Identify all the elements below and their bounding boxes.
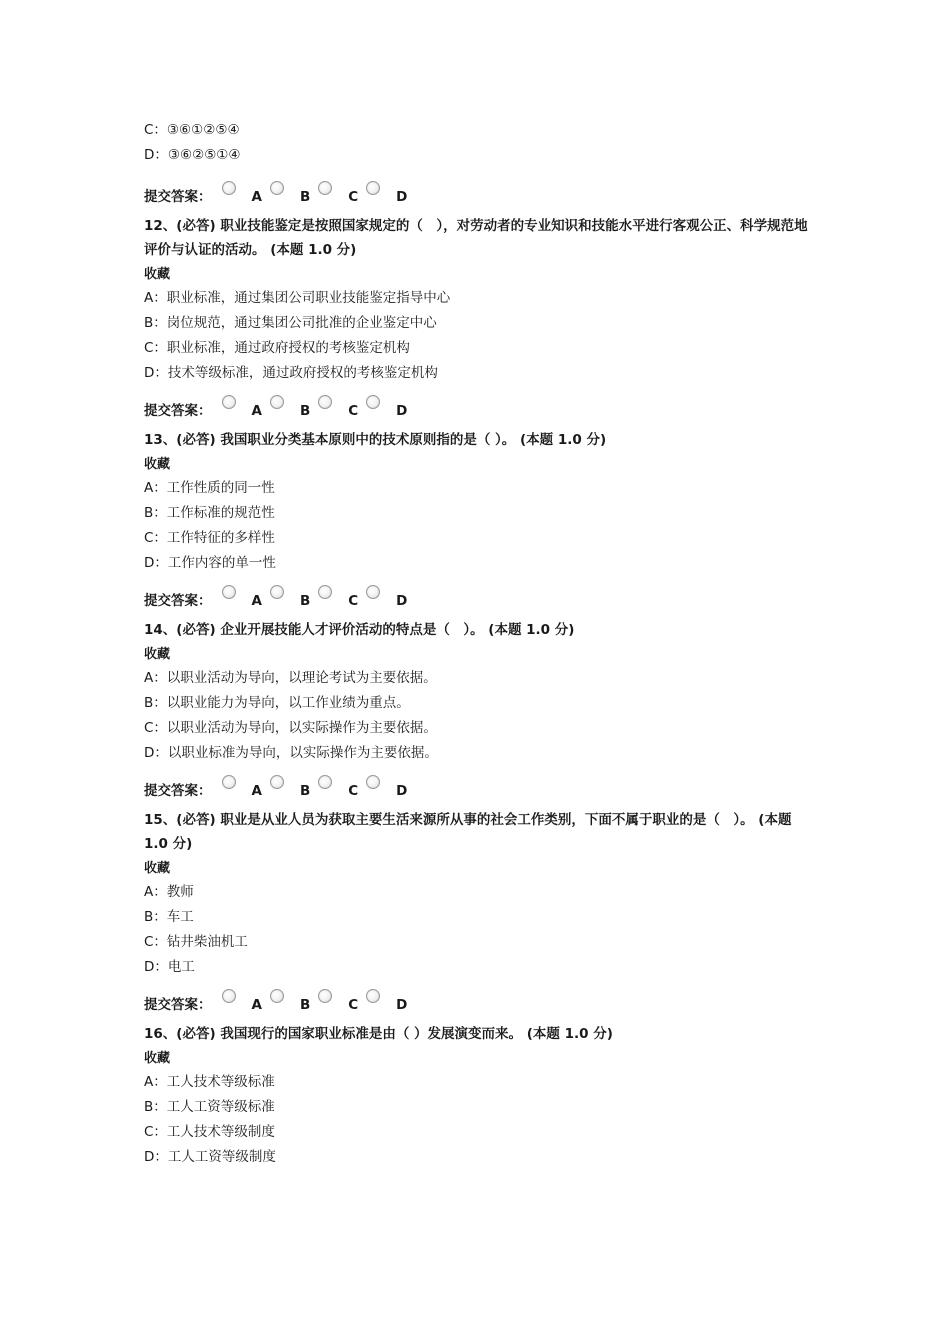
option-b: B：车工 <box>144 909 194 925</box>
submit-answer-label: 提交答案： <box>144 593 212 609</box>
submit-answer-label: 提交答案： <box>144 189 212 205</box>
favorite-link[interactable]: 收藏 <box>144 267 171 282</box>
option-d: D：工作内容的单一性 <box>144 555 276 571</box>
option-b: B：以职业能力为导向，以工作业绩为重点。 <box>144 695 410 711</box>
option-d: D：技术等级标准，通过政府授权的考核鉴定机构 <box>144 365 438 381</box>
submit-answer-label: 提交答案： <box>144 783 212 799</box>
option-c: C：③⑥①②⑤④ <box>144 122 240 138</box>
question-13 <box>144 428 814 612</box>
option-c: C：职业标准，通过政府授权的考核鉴定机构 <box>144 340 410 356</box>
radio-c[interactable] <box>318 989 332 1003</box>
option-a: A：教师 <box>144 884 194 900</box>
radio-d[interactable] <box>366 181 380 195</box>
radio-c[interactable] <box>318 775 332 789</box>
question-title: 14、(必答) 企业开展技能人才评价活动的特点是（ ）。 (本题 1.0 分) <box>144 622 575 638</box>
radio-d[interactable] <box>366 395 380 409</box>
question-15 <box>144 808 814 1016</box>
submit-answer-row <box>144 990 814 1016</box>
question-12 <box>144 214 814 422</box>
radio-c[interactable] <box>318 585 332 599</box>
option-d: D：③⑥②⑤①④ <box>144 147 241 163</box>
radio-b[interactable] <box>270 775 284 789</box>
option-b: B：工作标准的规范性 <box>144 505 275 521</box>
radio-d[interactable] <box>366 989 380 1003</box>
submit-answer-label: 提交答案： <box>144 403 212 419</box>
radio-c[interactable] <box>318 181 332 195</box>
option-a: A：工作性质的同一性 <box>144 480 275 496</box>
exam-page <box>144 118 814 1170</box>
favorite-link[interactable]: 收藏 <box>144 647 171 662</box>
option-c: C：钻井柴油机工 <box>144 934 248 950</box>
radio-label-d: D <box>396 783 408 799</box>
radio-label-a: A <box>251 593 262 609</box>
radio-a[interactable] <box>222 395 236 409</box>
radio-a[interactable] <box>222 585 236 599</box>
question-16 <box>144 1022 814 1170</box>
radio-label-c: C <box>348 997 359 1013</box>
favorite-link[interactable]: 收藏 <box>144 861 171 876</box>
radio-label-c: C <box>348 593 359 609</box>
option-b: B：岗位规范，通过集团公司批准的企业鉴定中心 <box>144 315 437 331</box>
radio-label-d: D <box>396 997 408 1013</box>
question-title: 12、(必答) 职业技能鉴定是按照国家规定的（ ），对劳动者的专业知识和技能水平进行客观公正、科学规范地评价与认证的活动。 (本题 1.0 分) <box>144 218 808 258</box>
submit-answer-row <box>144 182 814 208</box>
radio-label-b: B <box>299 189 311 205</box>
question-14 <box>144 618 814 802</box>
option-d: D：电工 <box>144 959 195 975</box>
option-a: A：工人技术等级标准 <box>144 1074 275 1090</box>
option-a: A：以职业活动为导向，以理论考试为主要依据。 <box>144 670 437 686</box>
option-c: C：工作特征的多样性 <box>144 530 275 546</box>
radio-label-b: B <box>299 593 311 609</box>
radio-b[interactable] <box>270 395 284 409</box>
favorite-link[interactable]: 收藏 <box>144 457 171 472</box>
radio-label-b: B <box>299 997 311 1013</box>
radio-a[interactable] <box>222 181 236 195</box>
radio-a[interactable] <box>222 989 236 1003</box>
submit-answer-row <box>144 776 814 802</box>
radio-label-d: D <box>396 189 408 205</box>
submit-answer-label: 提交答案： <box>144 997 212 1013</box>
favorite-link[interactable]: 收藏 <box>144 1051 171 1066</box>
radio-label-d: D <box>396 403 408 419</box>
radio-d[interactable] <box>366 585 380 599</box>
option-a: A：职业标准，通过集团公司职业技能鉴定指导中心 <box>144 290 451 306</box>
radio-d[interactable] <box>366 775 380 789</box>
option-c: C：以职业活动为导向，以实际操作为主要依据。 <box>144 720 437 736</box>
radio-label-d: D <box>396 593 408 609</box>
radio-c[interactable] <box>318 395 332 409</box>
radio-label-a: A <box>251 189 262 205</box>
radio-label-a: A <box>251 403 262 419</box>
option-c: C：工人技术等级制度 <box>144 1124 275 1140</box>
option-d: D：工人工资等级制度 <box>144 1149 276 1165</box>
radio-label-a: A <box>251 783 262 799</box>
option-d: D：以职业标准为导向，以实际操作为主要依据。 <box>144 745 438 761</box>
question-11-tail <box>144 118 814 208</box>
radio-b[interactable] <box>270 989 284 1003</box>
radio-b[interactable] <box>270 181 284 195</box>
radio-label-c: C <box>348 783 359 799</box>
radio-label-b: B <box>299 403 311 419</box>
radio-label-b: B <box>299 783 311 799</box>
question-title: 16、(必答) 我国现行的国家职业标准是由（ ）发展演变而来。 (本题 1.0 分) <box>144 1026 613 1042</box>
radio-a[interactable] <box>222 775 236 789</box>
radio-label-a: A <box>251 997 262 1013</box>
radio-label-c: C <box>348 189 359 205</box>
radio-b[interactable] <box>270 585 284 599</box>
submit-answer-row <box>144 586 814 612</box>
submit-answer-row <box>144 396 814 422</box>
question-title: 15、(必答) 职业是从业人员为获取主要生活来源所从事的社会工作类别，下面不属于职业的是（ ）。 (本题 1.0 分) <box>144 812 792 852</box>
option-b: B：工人工资等级标准 <box>144 1099 275 1115</box>
question-title: 13、(必答) 我国职业分类基本原则中的技术原则指的是（ ）。 (本题 1.0 分) <box>144 432 607 448</box>
radio-label-c: C <box>348 403 359 419</box>
